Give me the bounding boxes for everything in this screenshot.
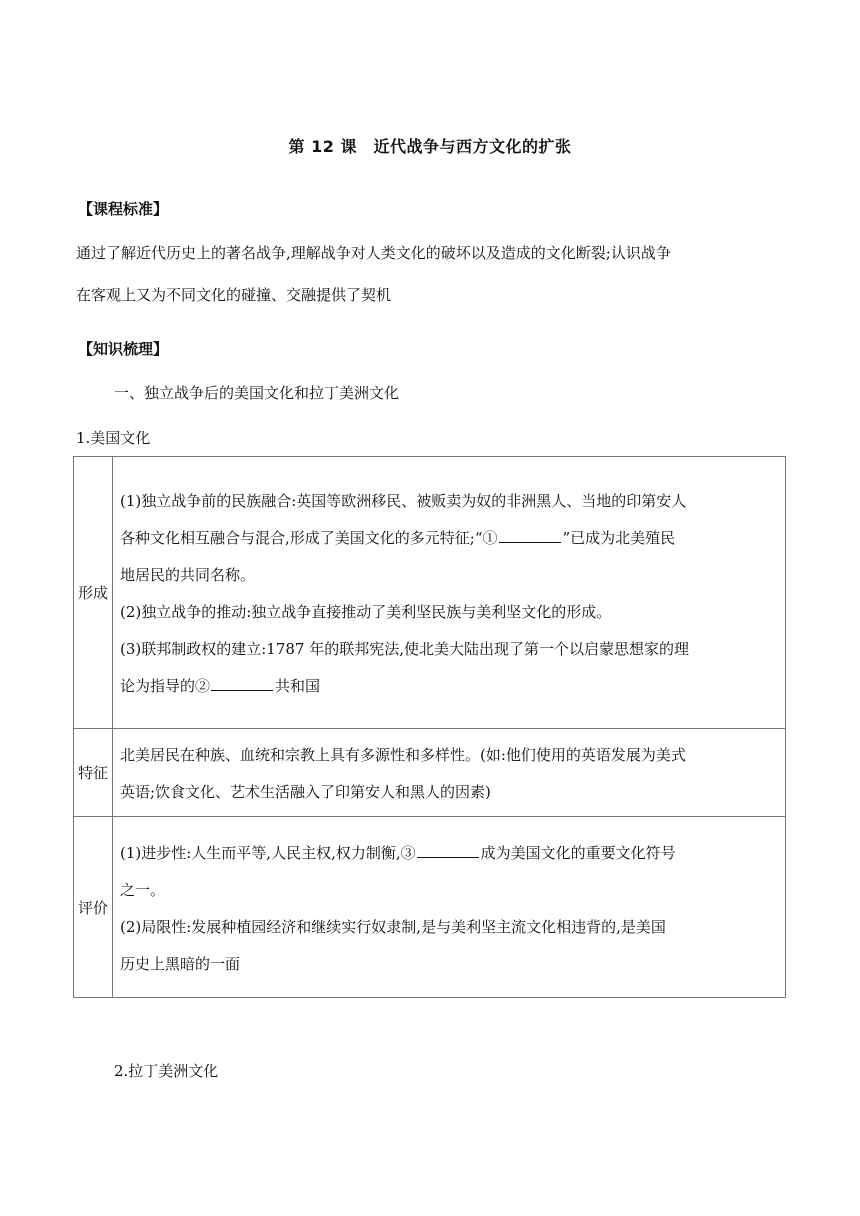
row-content-formation (113, 457, 786, 729)
content-line (120, 835, 779, 872)
section-heading-1: 一、独立战争后的美国文化和拉丁美洲文化 (114, 384, 400, 402)
row-label-evaluation: 评价 (74, 817, 113, 998)
content-text: 论为指导的② (120, 677, 211, 695)
knowledge-heading: 【知识梳理】 (78, 340, 169, 358)
content-line: (1)独立战争前的民族融合:英国等欧洲移民、被贩卖为奴的非洲黑人、当地的印第安人 (120, 492, 687, 510)
content-line: (3)联邦制政权的建立:1787 年的联邦宪法,使北美大陆出现了第一个以启蒙思想家的理 (120, 640, 690, 658)
fill-blank-2[interactable] (211, 674, 273, 691)
standard-line-2: 在客观上又为不同文化的碰撞、交融提供了契机 (76, 286, 392, 304)
content-line: 英语;饮食文化、艺术生活融入了印第安人和黑人的因素) (120, 783, 491, 801)
fill-blank-1[interactable] (499, 526, 561, 543)
american-culture-table (73, 456, 786, 998)
row-content-evaluation (113, 817, 786, 998)
table-row-evaluation (74, 817, 786, 998)
lesson-title: 第 12 课 近代战争与西方文化的扩张 (288, 137, 572, 156)
standard-line-1: 通过了解近代历史上的著名战争,理解战争对人类文化的破坏以及造成的文化断裂;认识战争 (76, 244, 671, 262)
subsection-american-culture: 1.美国文化 (76, 429, 151, 447)
row-label-features: 特征 (74, 729, 113, 817)
content-line: 之一。 (120, 880, 166, 899)
content-text: 共和国 (275, 677, 321, 695)
fill-blank-3[interactable] (417, 841, 479, 858)
content-line (120, 668, 779, 705)
course-standard-text (76, 232, 671, 316)
subsection-latin-american-culture: 2.拉丁美洲文化 (114, 1062, 219, 1080)
content-line: (2)独立战争的推动:独立战争直接推动了美利坚民族与美利坚文化的形成。 (120, 603, 612, 621)
table-row-formation (74, 457, 786, 729)
table-row-features (74, 729, 786, 817)
row-label-formation: 形成 (74, 457, 113, 729)
row-content-features (113, 729, 786, 817)
content-line: 地居民的共同名称。 (120, 566, 256, 584)
content-line: 历史上黑暗的一面 (120, 954, 241, 973)
content-line: (2)局限性:发展种植园经济和继续实行奴隶制,是与美利坚主流文化相违背的,是美国 (120, 917, 666, 936)
content-text: ”已成为北美殖民 (562, 529, 676, 547)
content-text: (1)进步性:人生而平等,人民主权,权力制衡,③ (120, 843, 416, 862)
content-line (120, 520, 779, 557)
content-text: 成为美国文化的重要文化符号 (480, 843, 676, 862)
content-line: 北美居民在种族、血统和宗教上具有多源性和多样性。(如:他们使用的英语发展为美式 (120, 746, 686, 764)
course-standard-heading: 【课程标准】 (78, 200, 169, 218)
content-text: 各种文化相互融合与混合,形成了美国文化的多元特征;“① (120, 529, 498, 547)
